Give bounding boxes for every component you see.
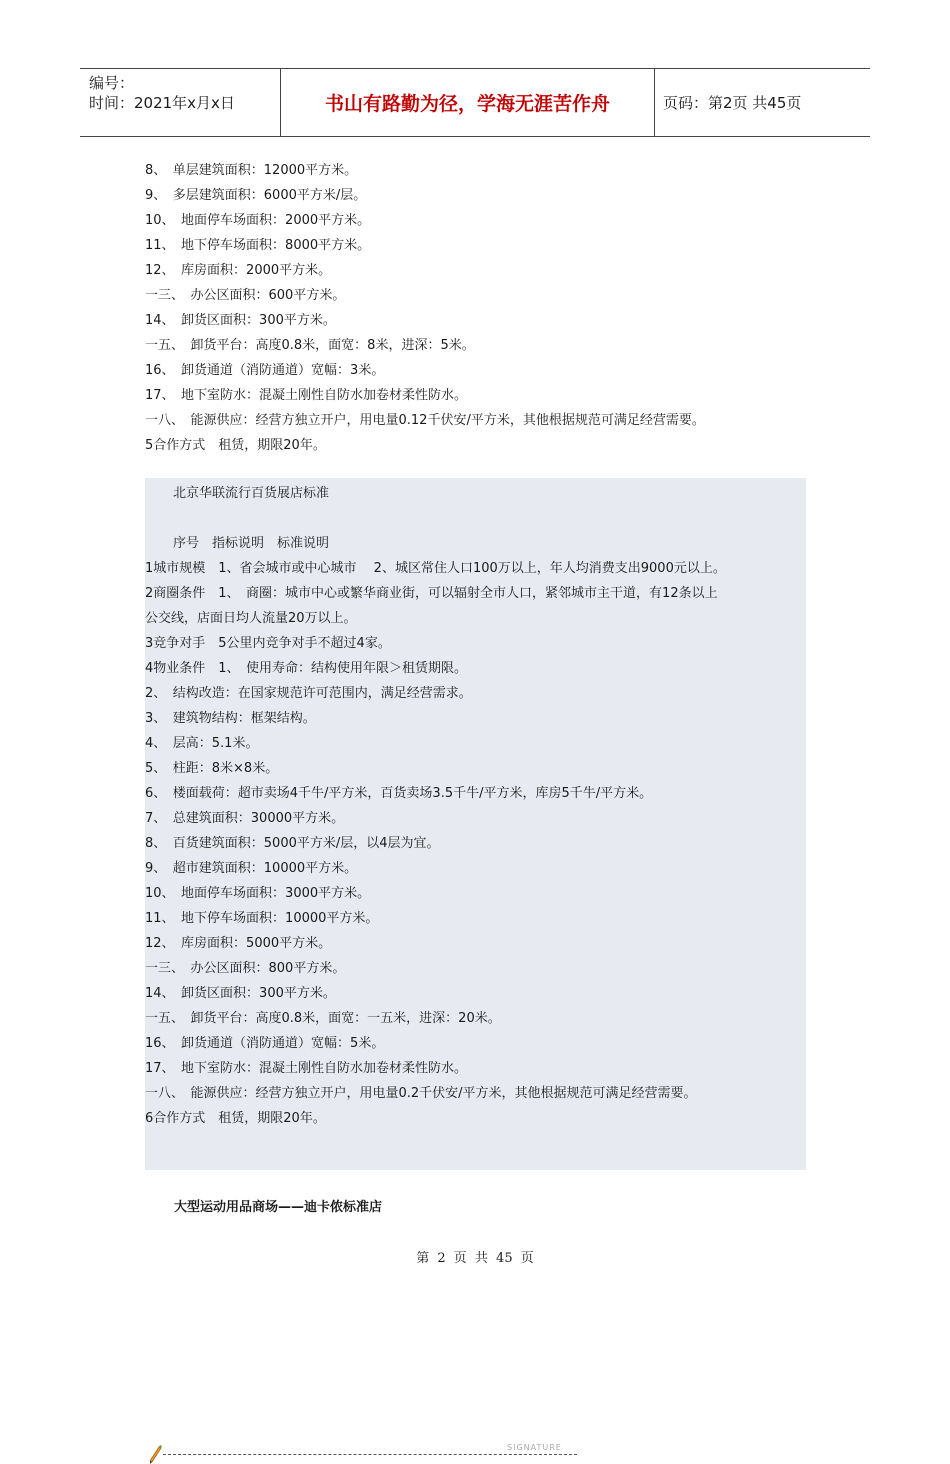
list-item: 5合作方式 租赁，期限20年。 <box>145 438 326 453</box>
list-item: 17、 地下室防水：混凝土刚性自防水加卷材柔性防水。 <box>145 388 468 403</box>
list-item: 一五、 卸货平台：高度0.8米，面宽：8米，进深：5米。 <box>145 338 475 353</box>
list-item: 公交线，店面日均人流量20万以上。 <box>145 611 357 626</box>
list-item: 17、 地下室防水：混凝土刚性自防水加卷材柔性防水。 <box>145 1061 468 1076</box>
table-header-row: 序号 指标说明 标准说明 <box>173 536 330 551</box>
list-item: 14、 卸货区面积：300平方米。 <box>145 986 336 1001</box>
list-item: 6合作方式 租赁，期限20年。 <box>145 1111 326 1126</box>
section-title: 北京华联流行百货展店标准 <box>173 486 330 501</box>
list-item: 4物业条件 1、 使用寿命：结构使用年限＞租赁期限。 <box>145 661 468 676</box>
list-item: 8、 百货建筑面积：5000平方米/层，以4层为宜。 <box>145 836 440 851</box>
signature-line <box>147 1444 587 1464</box>
list-item: 一八、 能源供应：经营方独立开户，用电量0.2千伏安/平方米，其他根据规范可满足经营需要。 <box>145 1086 697 1101</box>
list-item: 9、 多层建筑面积：6000平方米/层。 <box>145 188 367 203</box>
list-item: 一八、 能源供应：经营方独立开户，用电量0.12千伏安/平方米，其他根据规范可满足经营需要。 <box>145 413 705 428</box>
list-item: 一五、 卸货平台：高度0.8米，面宽：一五米，进深：20米。 <box>145 1011 501 1026</box>
signature-label: SIGNATURE <box>507 1443 562 1452</box>
list-item: 12、 库房面积：2000平方米。 <box>145 263 332 278</box>
header-page-info: 页码：第2页 共45页 <box>663 94 802 112</box>
list-item: 1城市规模 1、省会城市或中心城市 2、城区常住人口100万以上，年人均消费支出9000元以上。 <box>145 561 726 576</box>
list-item: 9、 超市建筑面积：10000平方米。 <box>145 861 358 876</box>
list-item: 14、 卸货区面积：300平方米。 <box>145 313 336 328</box>
list-item: 3、 建筑物结构：框架结构。 <box>145 711 316 726</box>
list-item: 6、 楼面载荷：超市卖场4千牛/平方米，百货卖场3.5千牛/平方米，库房5千牛/平方米。 <box>145 786 653 801</box>
list-item: 8、 单层建筑面积：12000平方米。 <box>145 163 358 178</box>
header-meta <box>80 69 281 136</box>
list-item: 10、 地面停车场面积：3000平方米。 <box>145 886 371 901</box>
list-item: 11、 地下停车场面积：10000平方米。 <box>145 911 379 926</box>
page-header <box>80 68 870 137</box>
list-item: 16、 卸货通道（消防通道）宽幅：5米。 <box>145 1036 385 1051</box>
list-item: 一三、 办公区面积：800平方米。 <box>145 961 346 976</box>
list-item: 5、 柱距：8米×8米。 <box>145 761 279 776</box>
list-item: 7、 总建筑面积：30000平方米。 <box>145 811 345 826</box>
list-item: 2、 结构改造：在国家规范许可范围内，满足经营需求。 <box>145 686 472 701</box>
list-item: 10、 地面停车场面积：2000平方米。 <box>145 213 371 228</box>
header-motto: 书山有路勤为径，学海无涯苦作舟 <box>281 69 655 136</box>
number-label: 编号： <box>89 74 135 92</box>
list-item: 一三、 办公区面积：600平方米。 <box>145 288 346 303</box>
list-item: 4、 层高：5.1米。 <box>145 736 259 751</box>
pencil-icon <box>147 1444 163 1464</box>
list-item: 12、 库房面积：5000平方米。 <box>145 936 332 951</box>
signature-divider <box>163 1454 577 1455</box>
page-footer: 第 2 页 共 45 页 <box>416 1251 534 1266</box>
section1-list <box>145 158 705 458</box>
list-item: 11、 地下停车场面积：8000平方米。 <box>145 238 371 253</box>
list-item: 16、 卸货通道（消防通道）宽幅：3米。 <box>145 363 385 378</box>
list-item: 2商圈条件 1、 商圈：城市中心或繁华商业街，可以辐射全市人口，紧邻城市主干道，有12条以上 <box>145 586 718 601</box>
section3-title: 大型运动用品商场——迪卡侬标准店 <box>174 1200 383 1215</box>
list-item: 3竞争对手 5公里内竞争对手不超过4家。 <box>145 636 391 651</box>
time-label: 时间：2021年x月x日 <box>89 94 235 112</box>
